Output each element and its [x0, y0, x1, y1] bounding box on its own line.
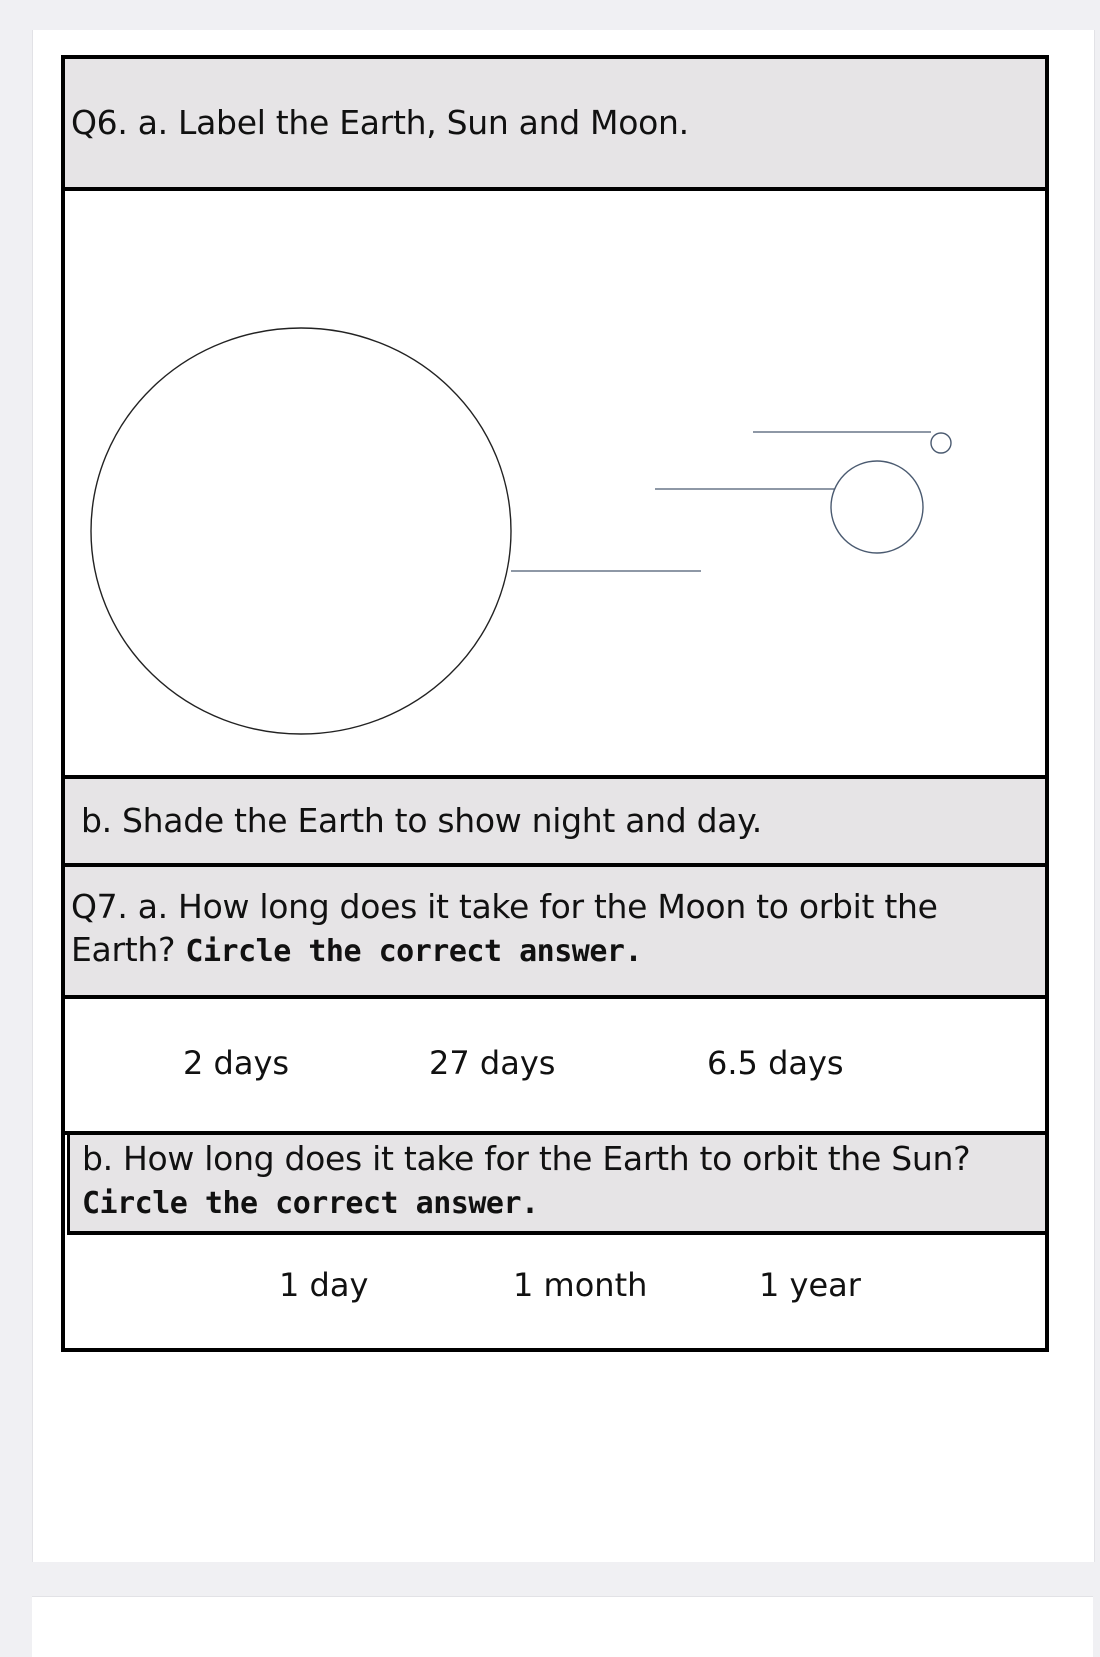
q6-b-question: b. Shade the Earth to show night and day. [81, 801, 762, 840]
worksheet-table [61, 55, 1049, 1352]
q6-a-question: Q6. a. Label the Earth, Sun and Moon. [71, 103, 689, 142]
diagram-area [65, 191, 1045, 779]
sun-earth-moon-diagram [65, 191, 1045, 775]
q7-a-instruction: Circle the correct answer. [185, 934, 643, 969]
q7-b-answers [65, 1235, 1045, 1352]
q7-b-option-1[interactable]: 1 day [279, 1266, 369, 1304]
q7-b-option-3[interactable]: 1 year [759, 1266, 861, 1304]
q7-b-instruction: Circle the correct answer. [82, 1186, 539, 1221]
q7-a-option-2[interactable]: 27 days [429, 1044, 556, 1082]
worksheet-page [32, 30, 1095, 1562]
q7-a-answers [65, 999, 1045, 1135]
q6-b-header [65, 779, 1045, 867]
next-page-edge [32, 1596, 1093, 1657]
q7-a-question: Q7. a. How long does it take for the Moon to orbit the Earth? [71, 887, 938, 969]
q6-a-header [65, 59, 1045, 191]
q7-b-header [67, 1135, 1045, 1235]
earth-circle[interactable] [831, 461, 923, 553]
q7-b-question: b. How long does it take for the Earth to orbit the Sun? [82, 1139, 971, 1178]
q7-a-question-block [71, 885, 971, 973]
q7-b-option-2[interactable]: 1 month [513, 1266, 648, 1304]
q7-b-question-block [82, 1137, 1022, 1225]
moon-circle[interactable] [931, 433, 951, 453]
q7-a-option-1[interactable]: 2 days [183, 1044, 290, 1082]
q7-a-option-3[interactable]: 6.5 days [707, 1044, 844, 1082]
sun-circle[interactable] [91, 328, 511, 734]
q7-a-header [65, 867, 1045, 999]
